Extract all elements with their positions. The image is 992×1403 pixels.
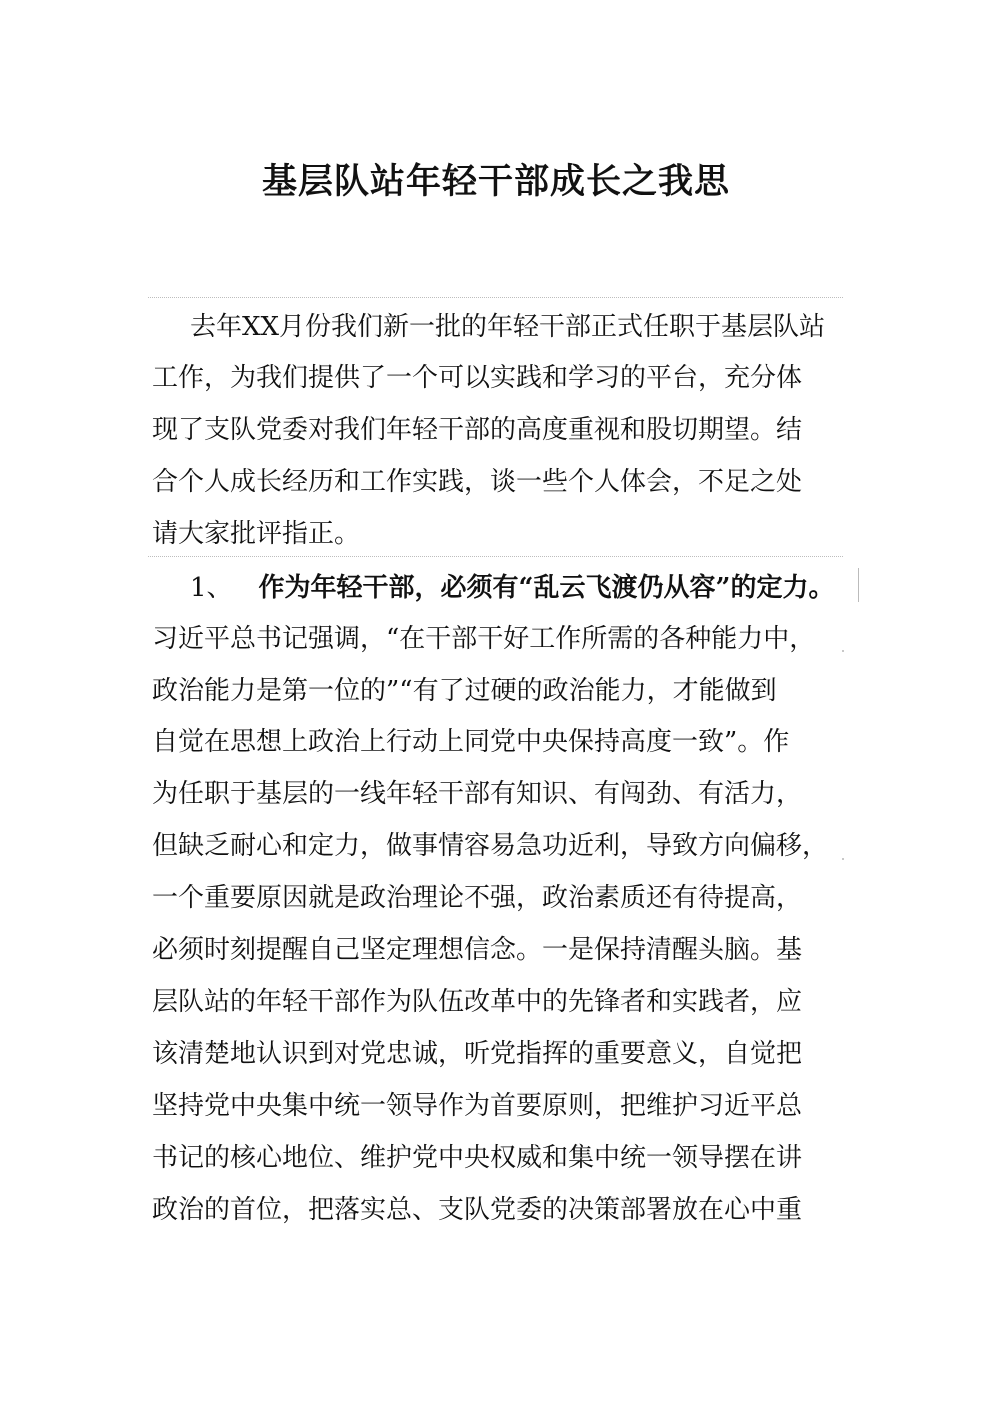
body-line: 必须时刻提醒自己坚定理想信念。一是保持清醒头脑。基 bbox=[152, 935, 803, 965]
section-heading-text: 作为年轻干部，必须有“乱云飞渡仍从容”的定力。 bbox=[258, 573, 835, 603]
body-line: 层队站的年轻干部作为队伍改革中的先锋者和实践者，应 bbox=[152, 987, 803, 1017]
body-line: 自觉在思想上政治上行动上同党中央保持高度一致”。作 bbox=[152, 727, 790, 757]
intro-line: 去年XX月份我们新一批的年轻干部正式任职于基层队站 bbox=[190, 312, 826, 342]
margin-dot bbox=[842, 650, 844, 652]
body-line: 该清楚地认识到对党忠诚，听党指挥的重要意义，自觉把 bbox=[152, 1039, 803, 1069]
document-title: 基层队站年轻干部成长之我思 bbox=[261, 161, 730, 202]
margin-dot bbox=[842, 858, 844, 860]
body-line: 为任职于基层的一线年轻干部有知识、有闯劲、有活力， bbox=[152, 779, 803, 809]
body-line: 书记的核心地位、维护党中央权威和集中统一领导摆在讲 bbox=[152, 1143, 803, 1173]
section-heading bbox=[190, 568, 834, 608]
paragraph-divider bbox=[148, 556, 843, 557]
section-number: 1、 bbox=[190, 573, 233, 603]
body-line: 一个重要原因就是政治理论不强，政治素质还有待提高， bbox=[152, 883, 803, 913]
text-cursor-mark bbox=[858, 568, 859, 602]
body-line: 但缺乏耐心和定力，做事情容易急功近利，导致方向偏移， bbox=[152, 831, 829, 861]
body-line: 坚持党中央集中统一领导作为首要原则，把维护习近平总 bbox=[152, 1091, 803, 1121]
intro-line: 工作，为我们提供了一个可以实践和学习的平台，充分体 bbox=[152, 363, 803, 393]
body-line: 政治的首位，把落实总、支队党委的决策部署放在心中重 bbox=[152, 1195, 803, 1225]
body-line: 习近平总书记强调，“在干部干好工作所需的各种能力中， bbox=[152, 624, 816, 654]
intro-line: 现了支队党委对我们年轻干部的高度重视和股切期望。结 bbox=[152, 415, 803, 445]
body-line: 政治能力是第一位的”“有了过硬的政治能力，才能做到 bbox=[152, 676, 777, 706]
intro-line: 合个人成长经历和工作实践，谈一些个人体会，不足之处 bbox=[152, 467, 803, 497]
intro-line: 请大家批评指正。 bbox=[152, 519, 361, 549]
paragraph-divider bbox=[148, 297, 843, 298]
